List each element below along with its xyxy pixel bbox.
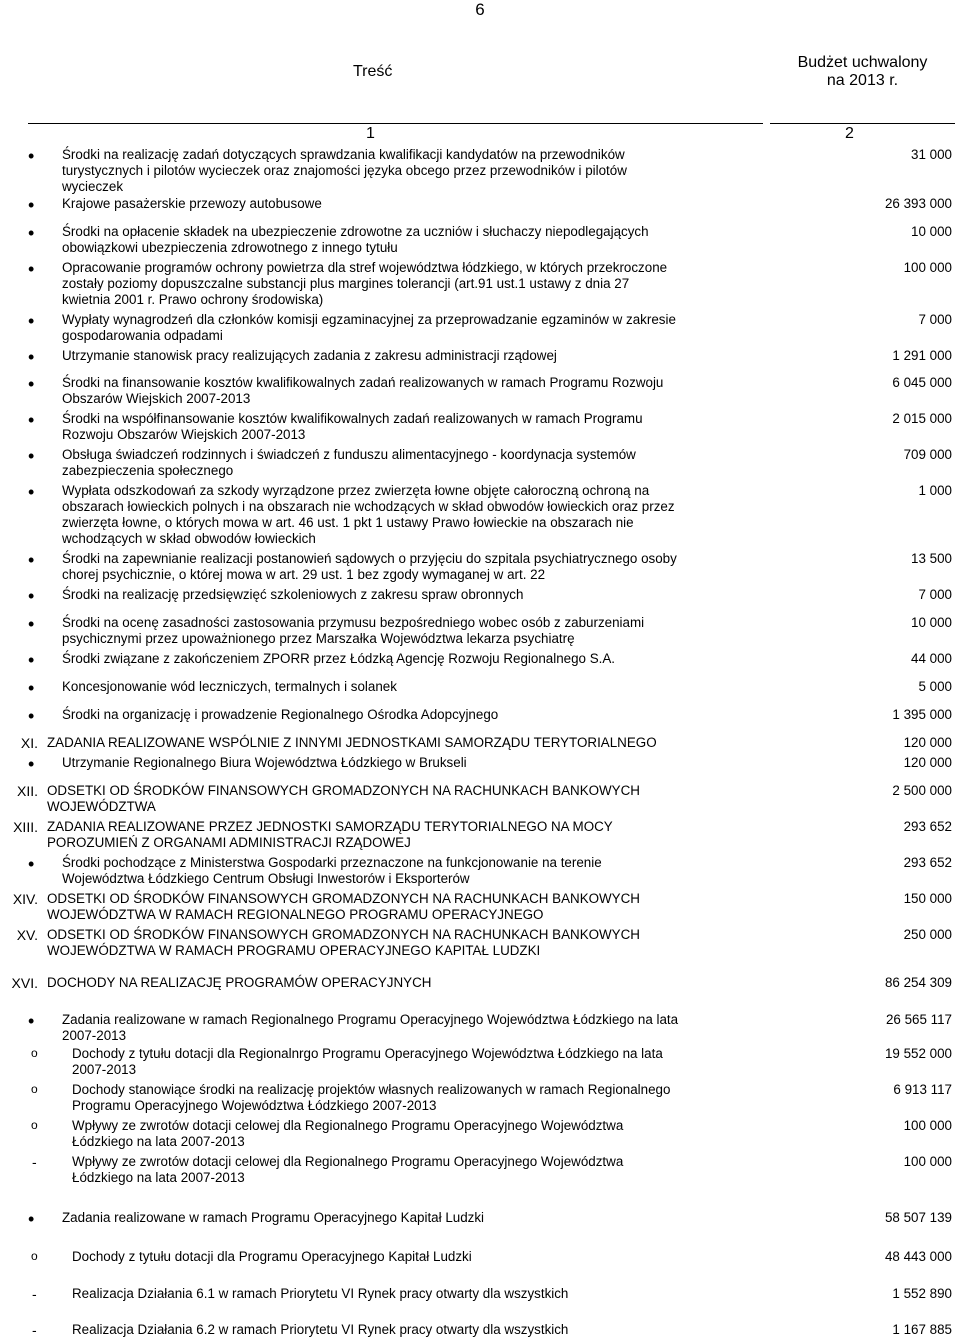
header-divider-right <box>770 123 955 124</box>
row-description: Utrzymanie stanowisk pracy realizujących zadania z zakresu administracji rządowej <box>62 348 557 363</box>
row-amount: 1 167 885 <box>892 1322 952 1337</box>
row-amount: 19 552 000 <box>884 1046 952 1061</box>
row-amount: 7 000 <box>918 587 952 602</box>
row-description: DOCHODY NA REALIZACJĘ PROGRAMÓW OPERACYJNYCH <box>47 975 432 990</box>
row-amount: 2 500 000 <box>892 783 952 798</box>
row-amount: 100 000 <box>903 1118 952 1133</box>
bullet-icon: • <box>28 586 35 606</box>
row-description: Dochody z tytułu dotacji dla Programu Operacyjnego Kapitał Ludzki <box>72 1249 472 1264</box>
row-amount: 58 507 139 <box>884 1210 952 1225</box>
bullet-icon: • <box>28 706 35 726</box>
row-amount: 13 500 <box>911 551 952 566</box>
row-amount: 150 000 <box>903 891 952 906</box>
row-description: Realizacja Działania 6.1 w ramach Priorytetu VI Rynek pracy otwarty dla wszystkich <box>72 1286 569 1301</box>
bullet-icon: • <box>28 195 35 215</box>
row-amount: 100 000 <box>903 260 952 275</box>
bullet-icon: • <box>28 1209 35 1229</box>
row-description: Dochody stanowiące środki na realizację projektów własnych realizowanych w ramach Regionalnego Programu Operacyjnego Województwa Łódzkiego 2007-2013 <box>72 1082 671 1113</box>
bullet-icon: • <box>28 854 35 874</box>
row-description: Środki związane z zakończeniem ZPORR przez Łódzką Agencję Rozwoju Regionalnego S.A. <box>62 651 616 666</box>
header-content-label: Treść <box>353 63 393 80</box>
section-number: XI. <box>20 735 38 751</box>
bullet-icon: • <box>28 347 35 367</box>
bullet-icon: • <box>28 410 35 430</box>
bullet-icon: • <box>28 446 35 466</box>
bullet-icon: • <box>28 754 35 774</box>
row-description: Realizacja Działania 6.2 w ramach Priorytetu VI Rynek pracy otwarty dla wszystkich <box>72 1322 569 1337</box>
row-description: Środki na zapewnianie realizacji postanowień sądowych o przyjęciu do szpitala psychiatrycznego osoby chorej psychicznie, o której mowa w art. 29 ust. 1 bez zgody wymaganej w art. 22 <box>62 551 677 582</box>
bullet-icon: • <box>28 614 35 634</box>
row-description: Środki na realizację przedsięwzięć szkoleniowych z zakresu spraw obronnych <box>62 587 524 602</box>
row-amount: 86 254 309 <box>884 975 952 990</box>
row-description: Utrzymanie Regionalnego Biura Województwa Łódzkiego w Brukseli <box>62 755 467 770</box>
row-description: ODSETKI OD ŚRODKÓW FINANSOWYCH GROMADZONYCH NA RACHUNKACH BANKOWYCH WOJEWÓDZTWA <box>47 783 640 814</box>
circle-bullet-icon: o <box>31 1046 38 1060</box>
row-description: ODSETKI OD ŚRODKÓW FINANSOWYCH GROMADZONYCH NA RACHUNKACH BANKOWYCH WOJEWÓDZTWA W RAMACH PROGRAMU OPERACYJNEGO KAPITAŁ LUDZKI <box>47 927 640 958</box>
circle-bullet-icon: o <box>31 1082 38 1096</box>
row-description: Zadania realizowane w ramach Regionalnego Programu Operacyjnego Województwa Łódzkiego na lata 2007-2013 <box>62 1012 679 1043</box>
row-description: Środki na organizację i prowadzenie Regionalnego Ośrodka Adopcyjnego <box>62 707 499 722</box>
section-number: XIII. <box>13 819 38 835</box>
row-description: Wpływy ze zwrotów dotacji celowej dla Regionalnego Programu Operacyjnego Województwa Łódzkiego na lata 2007-2013 <box>72 1154 624 1185</box>
row-amount: 1 395 000 <box>892 707 952 722</box>
header-budget-label: Budżet uchwalony na 2013 r. <box>797 54 928 89</box>
circle-bullet-icon: o <box>31 1249 38 1263</box>
row-description: Wypłata odszkodowań za szkody wyrządzone przez zwierzęta łowne objęte całoroczną ochroną na obszarach łowieckich polnych i na obszarach nie wchodzących w skład obwodów łowieckich oraz przez zwierzęta łowne, o których mowa w art. 46 ust. 1 pkt 1 ustawy Prawo łowieckie na obszarach nie wchodzących w skład obwodów łowieckich <box>62 483 675 546</box>
row-description: Wypłaty wynagrodzeń dla członków komisji egzaminacyjnej za przeprowadzanie egzaminów w zakresie gospodarowania odpadami <box>62 312 676 343</box>
row-description: ZADANIA REALIZOWANE PRZEZ JEDNOSTKI SAMORZĄDU TERYTORIALNEGO NA MOCY POROZUMIEŃ Z ORGANAMI ADMINISTRACJI RZĄDOWEJ <box>47 819 613 850</box>
row-amount: 10 000 <box>911 615 952 630</box>
bullet-icon: • <box>28 259 35 279</box>
row-description: Środki na opłacenie składek na ubezpieczenie zdrowotne za uczniów i słuchaczy niepodlegających obowiązkowi ubezpieczenia zdrowotnego z innego tytułu <box>62 224 649 255</box>
header-divider-left <box>28 123 763 124</box>
circle-bullet-icon: o <box>31 1118 38 1132</box>
row-amount: 26 565 117 <box>885 1012 952 1027</box>
row-description: Zadania realizowane w ramach Programu Operacyjnego Kapitał Ludzki <box>62 1210 485 1225</box>
page-number: 6 <box>475 0 485 19</box>
row-description: ODSETKI OD ŚRODKÓW FINANSOWYCH GROMADZONYCH NA RACHUNKACH BANKOWYCH WOJEWÓDZTWA W RAMACH REGIONALNEGO PROGRAMU OPERACYJNEGO <box>47 891 640 922</box>
row-amount: 120 000 <box>903 755 952 770</box>
row-amount: 44 000 <box>911 651 952 666</box>
bullet-icon: • <box>28 146 35 166</box>
row-description: Dochody z tytułu dotacji dla Regionalnrgo Programu Operacyjnego Województwa Łódzkiego na lata 2007-2013 <box>72 1046 663 1077</box>
row-amount: 709 000 <box>903 447 952 462</box>
row-amount: 120 000 <box>903 735 952 750</box>
row-amount: 31 000 <box>911 147 952 162</box>
row-amount: 48 443 000 <box>884 1249 952 1264</box>
row-amount: 6 913 117 <box>893 1082 952 1097</box>
row-description: Krajowe pasażerskie przewozy autobusowe <box>62 196 322 211</box>
dash-marker: - <box>32 1286 37 1302</box>
row-description: Wpływy ze zwrotów dotacji celowej dla Regionalnego Programu Operacyjnego Województwa Łódzkiego na lata 2007-2013 <box>72 1118 624 1149</box>
row-amount: 7 000 <box>918 312 952 327</box>
row-amount: 26 393 000 <box>884 196 952 211</box>
bullet-icon: • <box>28 374 35 394</box>
row-amount: 10 000 <box>911 224 952 239</box>
bullet-icon: • <box>28 550 35 570</box>
dash-marker: - <box>32 1154 37 1170</box>
dash-marker: - <box>32 1322 37 1338</box>
bullet-icon: • <box>28 482 35 502</box>
row-description: ZADANIA REALIZOWANE WSPÓLNIE Z INNYMI JEDNOSTKAMI SAMORZĄDU TERYTORIALNEGO <box>47 735 657 750</box>
section-number: XV. <box>16 927 38 943</box>
row-description: Opracowanie programów ochrony powietrza dla stref województwa łódzkiego, w których przekroczone zostały poziomy dopuszczalne substancji plus margines tolerancji (art.91 ust.1 ustawy z dnia 27 kwietnia 2001 r. Prawo ochrony środowiska) <box>62 260 668 307</box>
row-amount: 293 652 <box>903 855 952 870</box>
section-number: XIV. <box>12 891 38 907</box>
row-description: Środki na współfinansowanie kosztów kwalifikowalnych zadań realizowanych w ramach Programu Rozwoju Obszarów Wiejskich 2007-2013 <box>62 411 643 442</box>
row-description: Środki na finansowanie kosztów kwalifikowalnych zadań realizowanych w ramach Programu Rozwoju Obszarów Wiejskich 2007-2013 <box>62 375 664 406</box>
row-description: Obsługa świadczeń rodzinnych i świadczeń z funduszu alimentacyjnego - koordynacja systemów zabezpieczenia społecznego <box>62 447 636 478</box>
bullet-icon: • <box>28 650 35 670</box>
bullet-icon: • <box>28 678 35 698</box>
bullet-icon: • <box>28 311 35 331</box>
row-description: Koncesjonowanie wód leczniczych, termalnych i solanek <box>62 679 397 694</box>
row-amount: 1 000 <box>918 483 952 498</box>
bullet-icon: • <box>28 1011 35 1031</box>
row-amount: 2 015 000 <box>892 411 952 426</box>
row-amount: 100 000 <box>903 1154 952 1169</box>
row-description: Środki na ocenę zasadności zastosowania przymusu bezpośredniego wobec osób z zaburzeniami psychicznymi przez upoważnionego przez Marszałka Województwa lekarza psychiatrę <box>62 615 645 646</box>
column-number-2: 2 <box>845 125 854 142</box>
section-number: XVI. <box>11 975 38 991</box>
row-amount: 1 552 890 <box>892 1286 952 1301</box>
row-description: Środki pochodzące z Ministerstwa Gospodarki przeznaczone na funkcjonowanie na terenie Województwa Łódzkiego Centrum Obsługi Inwestorów i Eksporterów <box>62 855 602 886</box>
row-amount: 250 000 <box>903 927 952 942</box>
row-amount: 6 045 000 <box>892 375 952 390</box>
bullet-icon: • <box>28 223 35 243</box>
section-number: XII. <box>16 783 38 799</box>
row-amount: 293 652 <box>903 819 952 834</box>
row-amount: 5 000 <box>918 679 952 694</box>
row-description: Środki na realizację zadań dotyczących sprawdzania kwalifikacji kandydatów na przewodników turystycznych i pilotów wycieczek oraz znajomości języka obcego przez przewodników i pilotów wycieczek <box>62 147 627 194</box>
row-amount: 1 291 000 <box>892 348 952 363</box>
column-number-1: 1 <box>366 125 375 142</box>
